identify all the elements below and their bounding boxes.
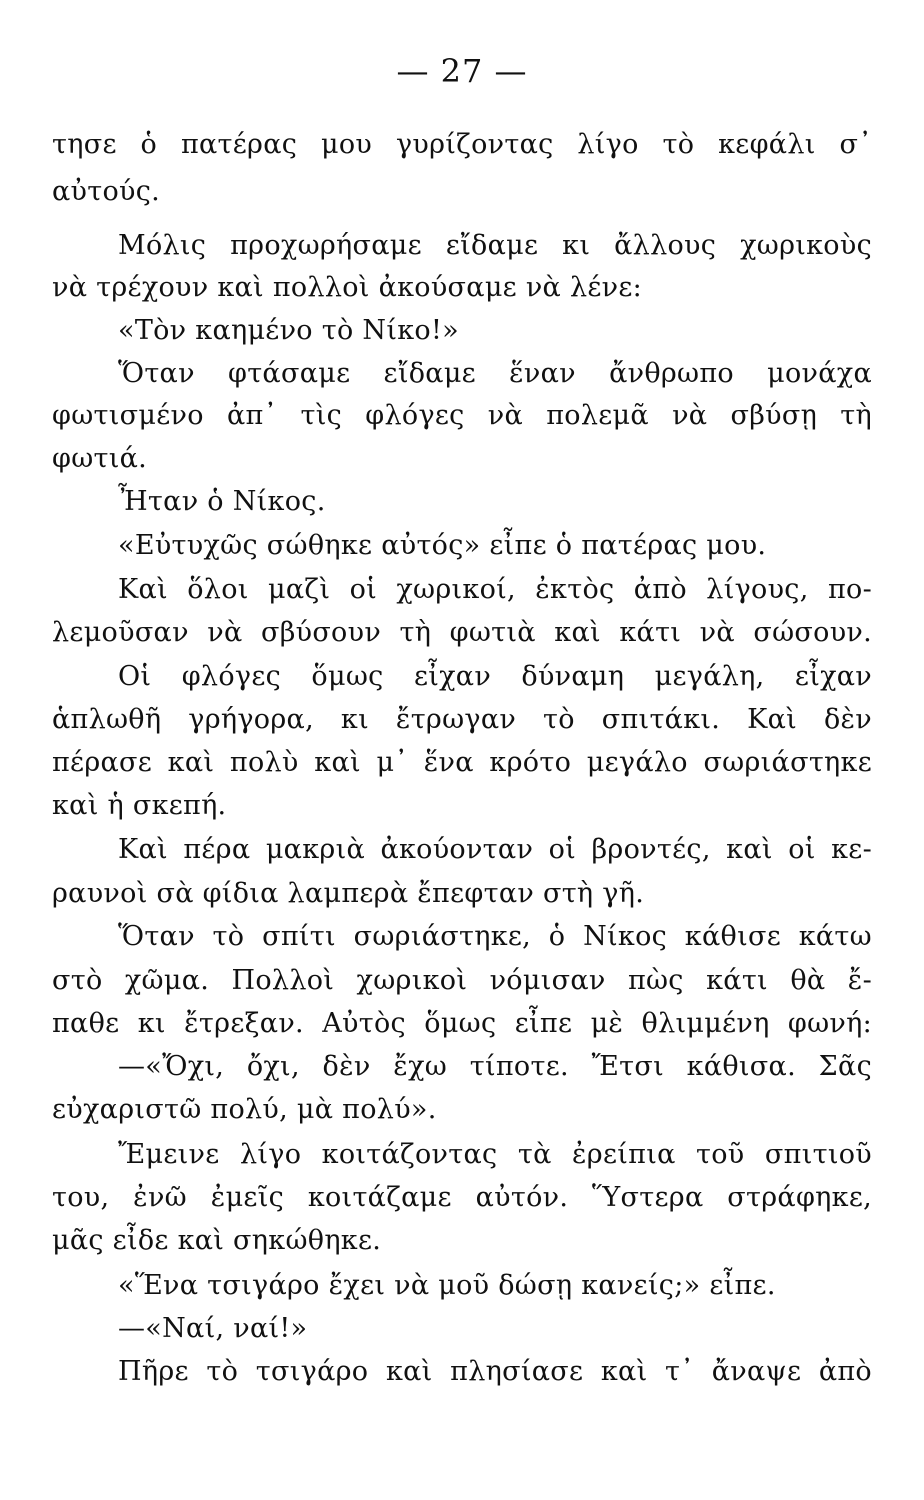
text-line: Καὶ πέρα μακριὰ ἀκούονταν οἱ βροντές, καὶ οἱ κε-	[118, 834, 872, 865]
text-line: στὸ χῶμα. Πολλοὶ χωρικοὶ νόμισαν πὼς κάτι θὰ ἔ-	[52, 965, 872, 996]
text-line: Οἱ φλόγες ὅμως εἶχαν δύναμη μεγάλη, εἶχαν	[118, 661, 872, 692]
text-line: του, ἐνῶ ἐμεῖς κοιτάζαμε αὐτόν. Ὕστερα στράφηκε,	[52, 1182, 872, 1213]
text-line: Ἦταν ὁ Νίκος.	[118, 486, 326, 517]
text-line: Ὅταν τὸ σπίτι σωριάστηκε, ὁ Νίκος κάθισε κάτω	[118, 921, 872, 952]
text-line: καὶ ἡ σκεπή.	[52, 790, 227, 821]
text-line: φωτιά.	[52, 443, 148, 474]
text-line: «Τὸν καημένο τὸ Νίκο!»	[118, 315, 459, 346]
text-line: πέρασε καὶ πολὺ καὶ μ᾽ ἕνα κρότο μεγάλο σωριάστηκε	[52, 747, 872, 778]
text-line: Πῆρε τὸ τσιγάρο καὶ πλησίασε καὶ τ᾽ ἄναψε ἀπὸ	[118, 1356, 872, 1387]
text-line: λεμοῦσαν νὰ σβύσουν τὴ φωτιὰ καὶ κάτι νὰ σώσουν.	[52, 617, 872, 648]
page-number: — 27 —	[396, 52, 528, 90]
text-line: ἁπλωθῆ γρήγορα, κι ἔτρωγαν τὸ σπιτάκι. Καὶ δὲν	[52, 704, 872, 735]
text-line: παθε κι ἔτρεξαν. Αὐτὸς ὅμως εἶπε μὲ θλιμμένη φωνή:	[52, 1008, 872, 1039]
text-line: τησε ὁ πατέρας μου γυρίζοντας λίγο τὸ κεφάλι σ᾽	[52, 129, 872, 160]
text-line: αὐτούς.	[52, 176, 161, 207]
text-line: —«Ὄχι, ὄχι, δὲν ἔχω τίποτε. Ἔτσι κάθισα. Σᾶς	[118, 1051, 872, 1082]
text-line: μᾶς εἶδε καὶ σηκώθηκε.	[52, 1225, 382, 1256]
text-line: Ὅταν φτάσαμε εἴδαμε ἕναν ἄνθρωπο μονάχα	[118, 358, 872, 389]
text-line: Καὶ ὅλοι μαζὶ οἱ χωρικοί, ἐκτὸς ἀπὸ λίγους, πο-	[118, 574, 872, 605]
text-line: —«Ναί, ναί!»	[118, 1313, 308, 1344]
text-line: «Εὐτυχῶς σώθηκε αὐτός» εἶπε ὁ πατέρας μου.	[118, 530, 767, 561]
text-line: «Ἕνα τσιγάρο ἔχει νὰ μοῦ δώσῃ κανείς;» εἶπε.	[118, 1270, 776, 1301]
text-line: Ἔμεινε λίγο κοιτάζοντας τὰ ἐρείπια τοῦ σπιτιοῦ	[118, 1139, 872, 1170]
text-line: φωτισμένο ἀπ᾽ τὶς φλόγες νὰ πολεμᾶ νὰ σβύσῃ τὴ	[52, 400, 872, 431]
text-line: εὐχαριστῶ πολύ, μὰ πολύ».	[52, 1094, 437, 1125]
text-line: νὰ τρέχουν καὶ πολλοὶ ἀκούσαμε νὰ λένε:	[52, 272, 643, 303]
text-line: Μόλις προχωρήσαμε εἴδαμε κι ἄλλους χωρικοὺς	[118, 230, 872, 261]
text-line: ραυνοὶ σὰ φίδια λαμπερὰ ἔπεφταν στὴ γῆ.	[52, 878, 645, 909]
